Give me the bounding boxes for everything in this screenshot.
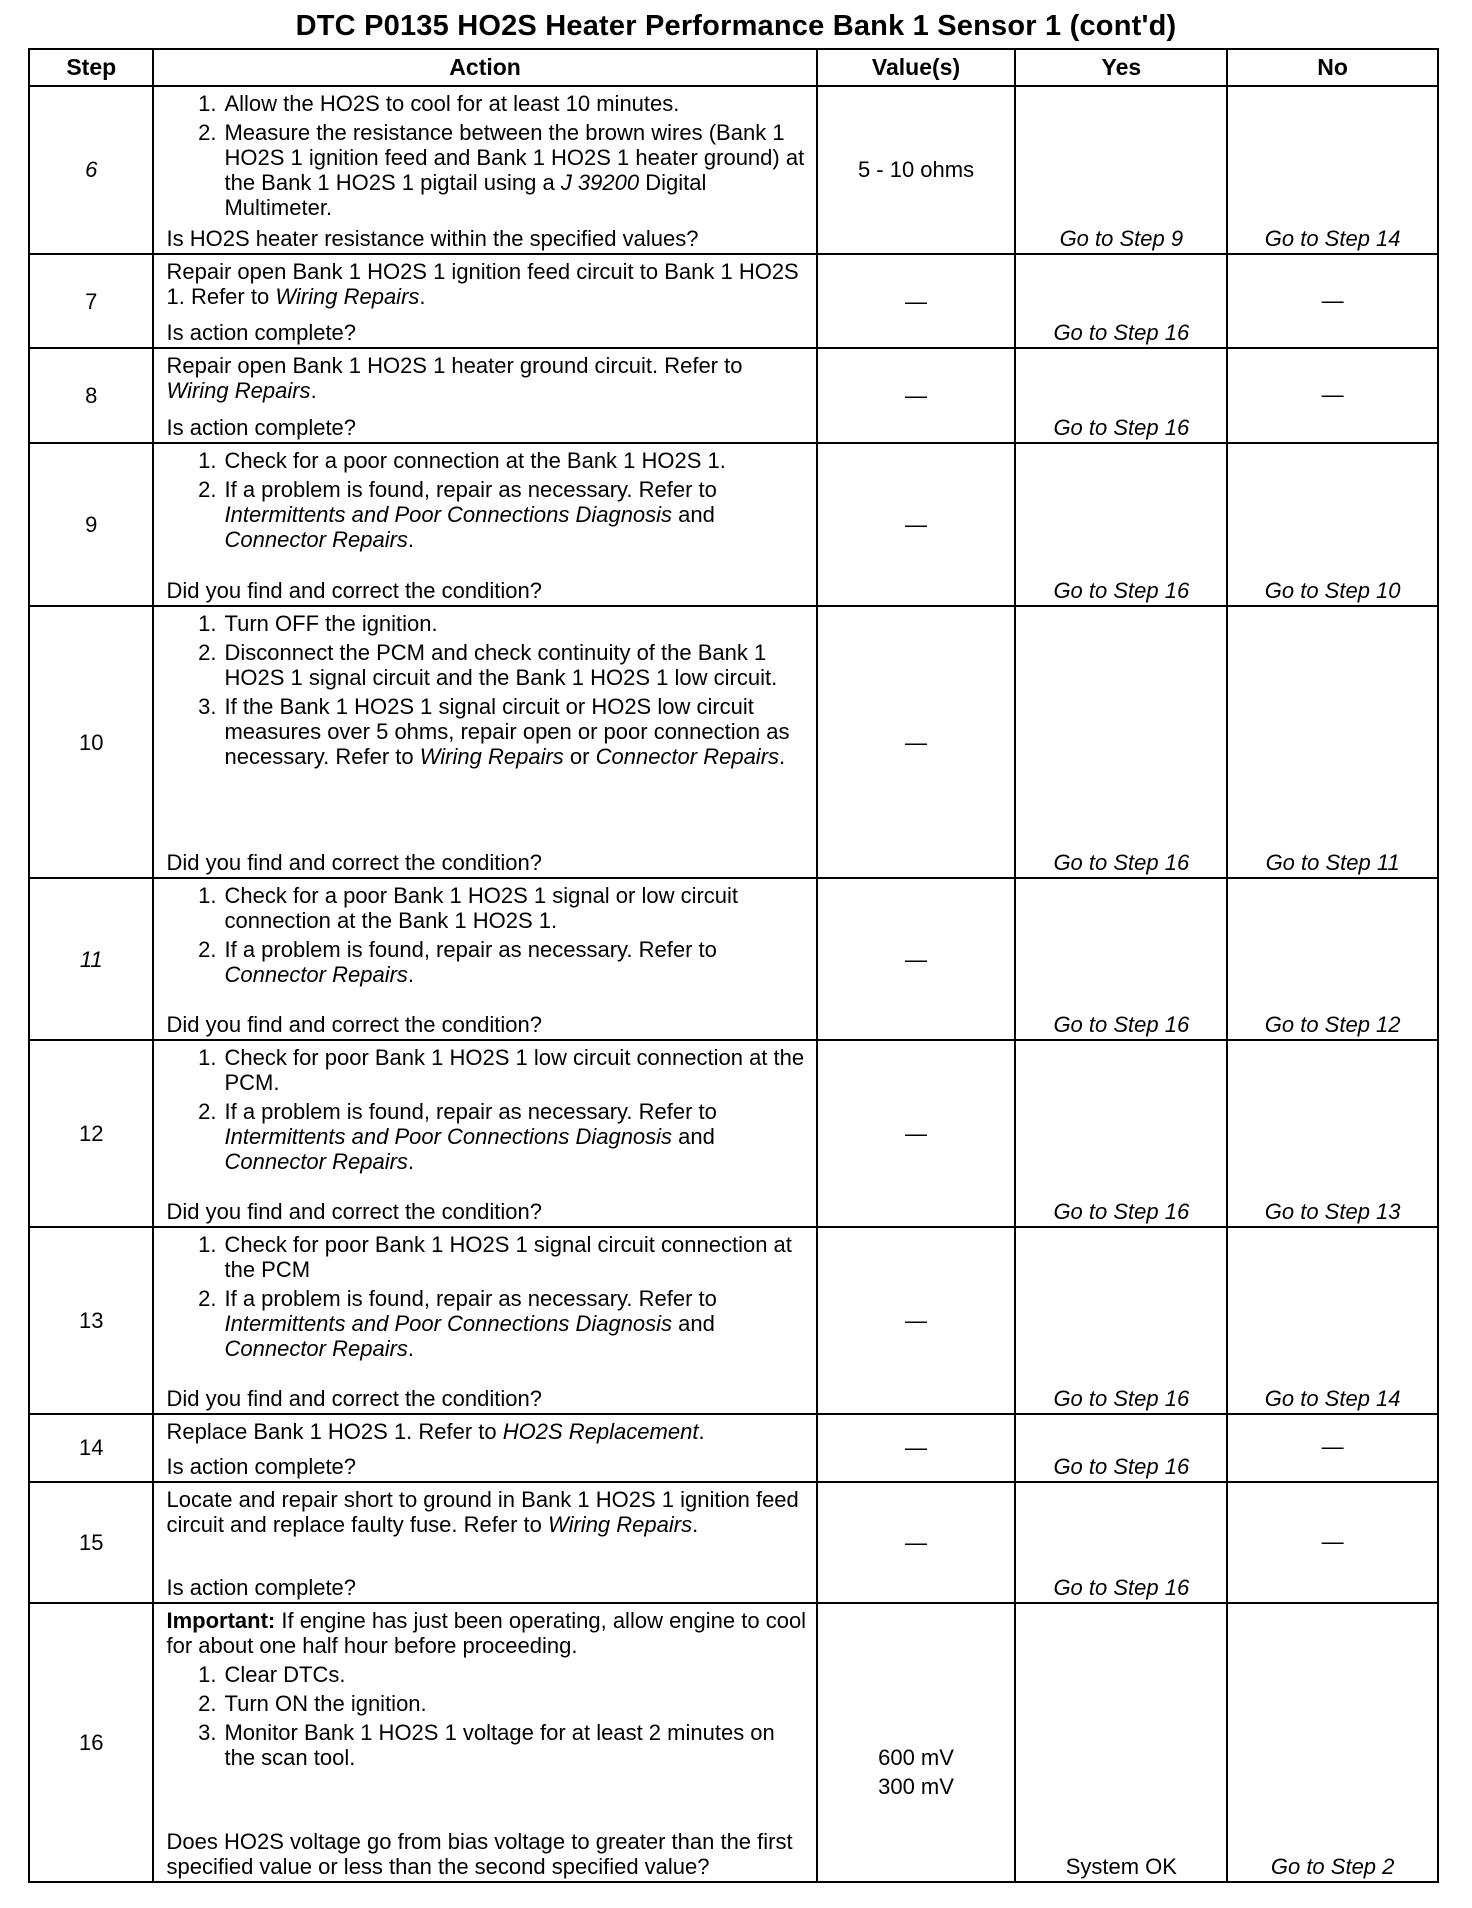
action-cell bbox=[153, 443, 816, 606]
table-row bbox=[29, 1040, 1438, 1227]
diagnostic-table bbox=[28, 48, 1439, 1883]
action-item: 1. Clear DTCs. bbox=[198, 1662, 346, 1688]
table-header-row bbox=[29, 49, 1438, 86]
action-cell bbox=[153, 348, 816, 443]
yes-cell: Go to Step 16 bbox=[1015, 878, 1227, 1040]
step-number: 6 bbox=[29, 86, 153, 254]
table-row bbox=[29, 878, 1438, 1040]
value-cell: — bbox=[817, 254, 1016, 349]
action-item: 2. If a problem is found, repair as necessary. Refer to Connector Repairs. bbox=[198, 937, 717, 988]
step-number: 7 bbox=[29, 254, 153, 349]
value-cell: 5 - 10 ohms bbox=[817, 86, 1016, 254]
action-cell bbox=[153, 1040, 816, 1227]
yes-cell: Go to Step 16 bbox=[1015, 443, 1227, 606]
action-item: 2. If a problem is found, repair as necessary. Refer to Intermittents and Poor Connections Diagnosis and Connector Repairs. bbox=[198, 1285, 717, 1361]
action-item: 1. Check for a poor connection at the Bank 1 HO2S 1. bbox=[198, 448, 726, 474]
action-cell bbox=[153, 86, 816, 254]
no-cell: — bbox=[1227, 254, 1438, 349]
value-cell: — bbox=[817, 1414, 1016, 1483]
no-cell: Go to Step 11 bbox=[1227, 606, 1438, 879]
header-no: No bbox=[1227, 49, 1438, 86]
step-number: 10 bbox=[29, 606, 153, 879]
action-item: 1. Turn OFF the ignition. bbox=[198, 610, 438, 636]
no-cell: — bbox=[1227, 1414, 1438, 1483]
action-question: Is HO2S heater resistance within the specified values? bbox=[166, 225, 699, 251]
header-action: Action bbox=[153, 49, 816, 86]
action-cell bbox=[153, 254, 816, 349]
action-item: 2. Disconnect the PCM and check continuity of the Bank 1 HO2S 1 signal circuit and the Bank 1 HO2S 1 low circuit. bbox=[198, 639, 778, 690]
table-row bbox=[29, 606, 1438, 879]
value-cell: — bbox=[817, 1482, 1016, 1603]
action-question: Is action complete? bbox=[166, 1454, 357, 1480]
action-text: Repair open Bank 1 HO2S 1 heater ground circuit. Refer to Wiring Repairs. bbox=[166, 353, 743, 404]
yes-cell: Go to Step 16 bbox=[1015, 1227, 1227, 1414]
header-values: Value(s) bbox=[817, 49, 1016, 86]
action-item: 3. If the Bank 1 HO2S 1 signal circuit or HO2S low circuit measures over 5 ohms, repair open or poor connection as necessary. Refer to Wiring Repairs or Connector Repairs. bbox=[198, 693, 790, 769]
value-cell: — bbox=[817, 606, 1016, 879]
value-cell: — bbox=[817, 443, 1016, 606]
action-question: Is action complete? bbox=[166, 415, 357, 441]
action-cell bbox=[153, 1414, 816, 1483]
value-cell: — bbox=[817, 1040, 1016, 1227]
step-number: 16 bbox=[29, 1603, 153, 1882]
table-row bbox=[29, 86, 1438, 254]
action-question: Is action complete? bbox=[166, 320, 357, 346]
action-question: Did you find and correct the condition? bbox=[166, 577, 542, 603]
action-item: 2. Turn ON the ignition. bbox=[198, 1691, 427, 1717]
table-row bbox=[29, 1414, 1438, 1483]
action-item: 2. If a problem is found, repair as necessary. Refer to Intermittents and Poor Connections Diagnosis and Connector Repairs. bbox=[198, 477, 717, 553]
yes-cell: Go to Step 16 bbox=[1015, 254, 1227, 349]
no-cell: Go to Step 10 bbox=[1227, 443, 1438, 606]
table-row bbox=[29, 254, 1438, 349]
step-number: 11 bbox=[29, 878, 153, 1040]
value-cell: — bbox=[817, 348, 1016, 443]
value-second: 300 mV bbox=[878, 1773, 954, 1799]
no-cell: Go to Step 2 bbox=[1227, 1603, 1438, 1882]
yes-cell: Go to Step 16 bbox=[1015, 606, 1227, 879]
action-cell bbox=[153, 1603, 816, 1882]
action-question: Is action complete? bbox=[166, 1575, 357, 1601]
no-cell: Go to Step 14 bbox=[1227, 86, 1438, 254]
yes-cell: System OK bbox=[1015, 1603, 1227, 1882]
yes-cell: Go to Step 16 bbox=[1015, 348, 1227, 443]
page-title: DTC P0135 HO2S Heater Performance Bank 1 Sensor 1 (cont'd) bbox=[295, 10, 1177, 42]
header-yes: Yes bbox=[1015, 49, 1227, 86]
step-number: 13 bbox=[29, 1227, 153, 1414]
action-question: Did you find and correct the condition? bbox=[166, 1385, 542, 1411]
value-cell: — bbox=[817, 1227, 1016, 1414]
action-item: 1. Allow the HO2S to cool for at least 10 minutes. bbox=[198, 91, 680, 116]
action-item: 1. Check for a poor Bank 1 HO2S 1 signal or low circuit connection at the Bank 1 HO2S 1. bbox=[198, 883, 739, 934]
table-row bbox=[29, 1603, 1438, 1882]
value-cell: — bbox=[817, 878, 1016, 1040]
action-question: Did you find and correct the condition? bbox=[166, 850, 542, 876]
no-cell: Go to Step 14 bbox=[1227, 1227, 1438, 1414]
table-row bbox=[29, 1227, 1438, 1414]
table-row bbox=[29, 443, 1438, 606]
yes-cell: Go to Step 16 bbox=[1015, 1040, 1227, 1227]
action-cell bbox=[153, 878, 816, 1040]
no-cell: Go to Step 13 bbox=[1227, 1040, 1438, 1227]
no-cell: — bbox=[1227, 1482, 1438, 1603]
action-item: 1. Check for poor Bank 1 HO2S 1 signal circuit connection at the PCM bbox=[198, 1231, 792, 1282]
yes-cell: Go to Step 16 bbox=[1015, 1482, 1227, 1603]
table-row bbox=[29, 348, 1438, 443]
action-cell bbox=[153, 1227, 816, 1414]
action-item: 1. Check for poor Bank 1 HO2S 1 low circuit connection at the PCM. bbox=[198, 1044, 805, 1095]
no-cell: Go to Step 12 bbox=[1227, 878, 1438, 1040]
action-question: Did you find and correct the condition? bbox=[166, 1198, 542, 1224]
action-text: Locate and repair short to ground in Bank 1 HO2S 1 ignition feed circuit and replace faulty fuse. Refer to Wiring Repairs. bbox=[166, 1487, 799, 1538]
action-cell bbox=[153, 1482, 816, 1603]
step-number: 12 bbox=[29, 1040, 153, 1227]
action-question: Does HO2S voltage go from bias voltage to greater than the first specified value or less than the second specified value? bbox=[166, 1829, 793, 1879]
action-text: Replace Bank 1 HO2S 1. Refer to HO2S Replacement. bbox=[166, 1418, 705, 1444]
important-note: Important: If engine has just been operating, allow engine to cool for about one half hour before proceeding. bbox=[166, 1608, 807, 1659]
no-cell: — bbox=[1227, 348, 1438, 443]
action-text: Repair open Bank 1 HO2S 1 ignition feed circuit to Bank 1 HO2S 1. Refer to Wiring Repairs. bbox=[166, 258, 799, 309]
action-cell bbox=[153, 606, 816, 879]
yes-cell: Go to Step 16 bbox=[1015, 1414, 1227, 1483]
action-item: 3. Monitor Bank 1 HO2S 1 voltage for at least 2 minutes on the scan tool. bbox=[198, 1720, 775, 1771]
step-number: 14 bbox=[29, 1414, 153, 1483]
step-number: 8 bbox=[29, 348, 153, 443]
value-cell bbox=[817, 1603, 1016, 1882]
header-step: Step bbox=[29, 49, 153, 86]
step-number: 15 bbox=[29, 1482, 153, 1603]
action-item: 2. Measure the resistance between the brown wires (Bank 1 HO2S 1 ignition feed and Bank 1 HO2S 1 heater ground) at the Bank 1 HO2S 1 pigtail using a J 39200 Digital Multimeter. bbox=[198, 120, 805, 220]
table-row bbox=[29, 1482, 1438, 1603]
action-question: Did you find and correct the condition? bbox=[166, 1011, 542, 1037]
value-first: 600 mV bbox=[878, 1744, 954, 1770]
step-number: 9 bbox=[29, 443, 153, 606]
action-item: 2. If a problem is found, repair as necessary. Refer to Intermittents and Poor Connections Diagnosis and Connector Repairs. bbox=[198, 1098, 717, 1174]
yes-cell: Go to Step 9 bbox=[1015, 86, 1227, 254]
